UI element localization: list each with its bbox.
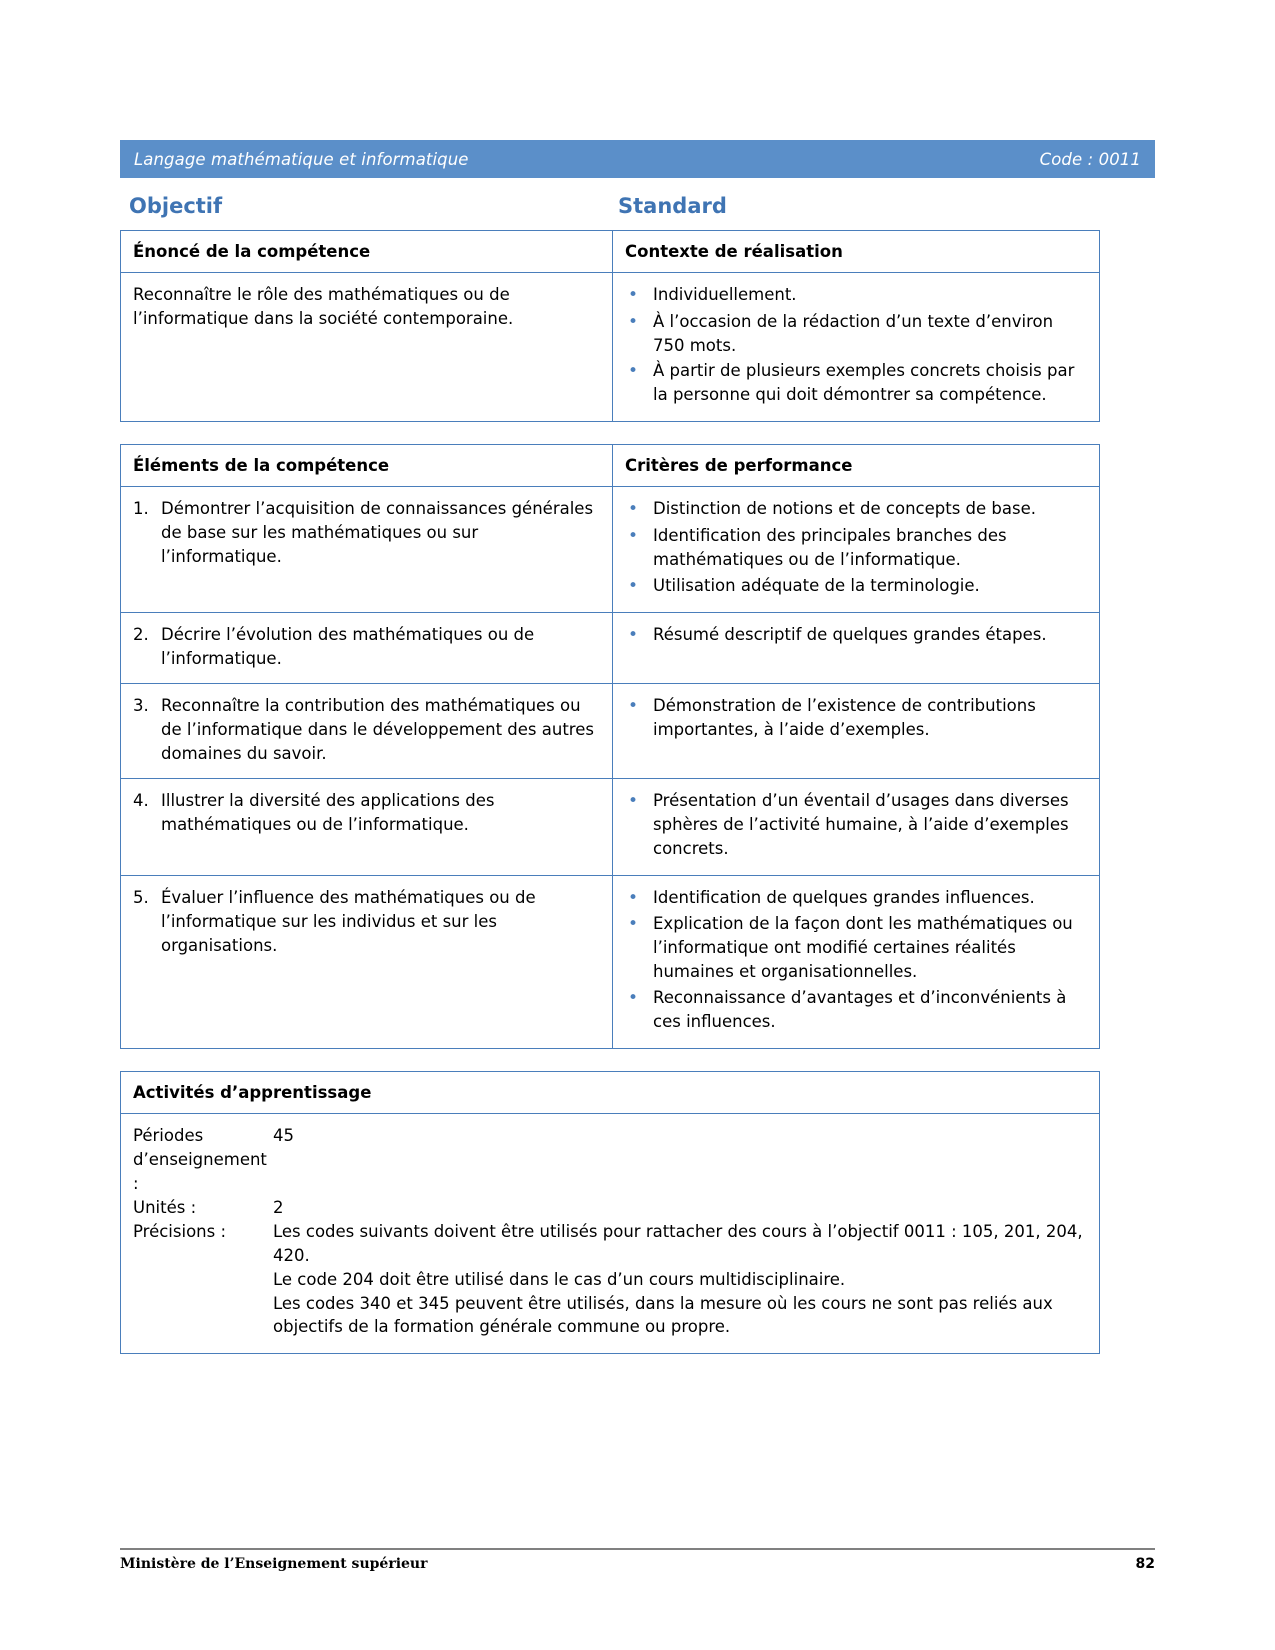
units-value: 2 bbox=[273, 1197, 284, 1217]
list-item bbox=[133, 886, 600, 958]
elements-header: Éléments de la compétence bbox=[121, 445, 613, 486]
criteria-cell bbox=[613, 487, 1099, 612]
list-item-text: Identification des principales branches des mathématiques ou de l’informatique. bbox=[653, 525, 1007, 569]
criteria-cell bbox=[613, 613, 1099, 683]
list-item bbox=[133, 497, 600, 569]
list-item bbox=[625, 283, 1087, 308]
item-number: 2. bbox=[133, 625, 149, 645]
competence-content-row bbox=[121, 272, 1099, 421]
page-header-banner bbox=[120, 140, 1155, 178]
item-text: Illustrer la diversité des applications des mathématiques ou de l’informatique. bbox=[161, 791, 495, 834]
element-numbered-item bbox=[133, 789, 600, 837]
criteria-list bbox=[625, 497, 1087, 598]
element-cell bbox=[121, 684, 613, 778]
bullet-icon: • bbox=[627, 311, 639, 332]
list-item bbox=[625, 310, 1087, 358]
bullet-icon: • bbox=[627, 625, 639, 646]
item-text: Évaluer l’influence des mathématiques ou de l’informatique sur les individus et sur les organisations. bbox=[161, 887, 536, 955]
criteria-cell bbox=[613, 779, 1099, 875]
criteria-list bbox=[625, 886, 1087, 1034]
competence-block bbox=[120, 230, 1100, 422]
criteria-cell bbox=[613, 876, 1099, 1048]
column-heading-standard: Standard bbox=[618, 194, 727, 218]
table-row bbox=[121, 683, 1099, 778]
item-number: 3. bbox=[133, 696, 149, 716]
list-item bbox=[625, 694, 1087, 742]
bullet-icon: • bbox=[627, 361, 639, 382]
precisions-text-2: Le code 204 doit être utilisé dans le cas d’un cours multidisciplinaire. bbox=[273, 1269, 846, 1289]
page-footer bbox=[120, 1548, 1155, 1572]
criteria-header: Critères de performance bbox=[625, 456, 853, 476]
periods-label: Périodes d’enseignement : bbox=[133, 1126, 267, 1193]
list-item-text: À partir de plusieurs exemples concrets choisis par la personne qui doit démontrer sa compétence. bbox=[653, 361, 1075, 405]
table-row bbox=[121, 612, 1099, 683]
bullet-icon: • bbox=[627, 988, 639, 1009]
competence-statement-cell bbox=[121, 273, 613, 421]
list-item bbox=[625, 789, 1087, 861]
list-item-text: Résumé descriptif de quelques grandes étapes. bbox=[653, 625, 1047, 645]
element-numbered-item bbox=[133, 623, 600, 671]
criteria-list bbox=[625, 694, 1087, 742]
precisions-label: Précisions : bbox=[133, 1221, 227, 1241]
column-headings bbox=[120, 194, 1155, 218]
list-item bbox=[625, 524, 1087, 572]
competence-header-row bbox=[121, 231, 1099, 272]
element-numbered-item bbox=[133, 886, 600, 958]
list-item-text: Individuellement. bbox=[653, 285, 797, 304]
criteria-list bbox=[625, 789, 1087, 861]
column-heading-objectif: Objectif bbox=[129, 194, 223, 218]
item-text: Démontrer l’acquisition de connaissances générales de base sur les mathématiques ou sur l’informatique. bbox=[161, 499, 594, 567]
elements-block bbox=[120, 444, 1100, 1049]
bullet-icon: • bbox=[627, 499, 639, 520]
units-label: Unités : bbox=[133, 1197, 197, 1217]
element-cell bbox=[121, 779, 613, 875]
table-row bbox=[121, 778, 1099, 875]
table-row bbox=[121, 875, 1099, 1048]
footer-ministry: Ministère de l’Enseignement supérieur bbox=[120, 1556, 428, 1572]
competence-statement-text: Reconnaître le rôle des mathématiques ou de l’informatique dans la société contemporaine. bbox=[133, 285, 514, 328]
list-item-text: Utilisation adéquate de la terminologie. bbox=[653, 575, 980, 595]
competence-context-cell bbox=[613, 273, 1099, 421]
element-cell bbox=[121, 487, 613, 612]
bullet-icon: • bbox=[627, 525, 639, 546]
list-item-text: Explication de la façon dont les mathématiques ou l’informatique ont modifié certaines réalités humaines et organisationnelles. bbox=[653, 914, 1073, 982]
competence-context-list bbox=[625, 283, 1087, 407]
activities-body bbox=[121, 1114, 1099, 1353]
element-cell bbox=[121, 613, 613, 683]
list-item-text: Démonstration de l’existence de contributions importantes, à l’aide d’exemples. bbox=[653, 696, 1036, 740]
header-code: Code : 0011 bbox=[1039, 149, 1141, 169]
competence-statement-header: Énoncé de la compétence bbox=[121, 231, 613, 272]
item-number: 4. bbox=[133, 791, 149, 811]
bullet-icon: • bbox=[627, 914, 639, 935]
precisions-text-3: Les codes 340 et 345 peuvent être utilisés, dans la mesure où les cours ne sont pas reliés aux objectifs de la formation générale commune ou propre. bbox=[273, 1293, 1053, 1337]
list-item-text: Présentation d’un éventail d’usages dans diverses sphères de l’activité humaine, à l’aide d’exemples concrets. bbox=[653, 791, 1069, 858]
periods-line bbox=[133, 1124, 1087, 1196]
list-item bbox=[625, 574, 1087, 599]
criteria-cell bbox=[613, 684, 1099, 778]
list-item-text: Identification de quelques grandes influences. bbox=[653, 887, 1035, 907]
element-numbered-item bbox=[133, 497, 600, 569]
activities-header: Activités d’apprentissage bbox=[121, 1072, 1099, 1114]
list-item bbox=[625, 359, 1087, 407]
list-item bbox=[625, 886, 1087, 911]
item-text: Décrire l’évolution des mathématiques ou de l’informatique. bbox=[161, 625, 535, 669]
bullet-icon: • bbox=[627, 285, 639, 305]
header-title: Langage mathématique et informatique bbox=[134, 149, 469, 169]
elements-header-row bbox=[121, 445, 1099, 486]
list-item bbox=[625, 497, 1087, 522]
footer-page-number: 82 bbox=[1135, 1556, 1155, 1572]
list-item bbox=[625, 912, 1087, 984]
precisions-text-1: Les codes suivants doivent être utilisés pour rattacher des cours à l’objectif 0011 : 105, 201, 204, 420. bbox=[273, 1221, 1083, 1265]
item-number: 1. bbox=[133, 499, 149, 519]
list-item-text: Distinction de notions et de concepts de base. bbox=[653, 499, 1037, 519]
element-numbered-item bbox=[133, 694, 600, 766]
list-item bbox=[625, 623, 1087, 648]
item-number: 5. bbox=[133, 887, 149, 907]
bullet-icon: • bbox=[627, 791, 639, 812]
list-item bbox=[625, 986, 1087, 1034]
units-line bbox=[133, 1196, 1087, 1220]
list-item-text: Reconnaissance d’avantages et d’inconvénients à ces influences. bbox=[653, 988, 1067, 1032]
element-cell bbox=[121, 876, 613, 1048]
competence-context-header: Contexte de réalisation bbox=[625, 242, 843, 261]
precisions-line bbox=[133, 1220, 1087, 1268]
criteria-list bbox=[625, 623, 1087, 648]
item-text: Reconnaître la contribution des mathématiques ou de l’informatique dans le développement des autres domaines du savoir. bbox=[161, 696, 594, 764]
bullet-icon: • bbox=[627, 696, 639, 717]
list-item bbox=[133, 694, 600, 766]
periods-value: 45 bbox=[273, 1126, 294, 1146]
list-item bbox=[133, 623, 600, 671]
activities-block bbox=[120, 1071, 1100, 1354]
list-item-text: À l’occasion de la rédaction d’un texte d’environ 750 mots. bbox=[653, 311, 1054, 355]
list-item bbox=[133, 789, 600, 837]
bullet-icon: • bbox=[627, 575, 639, 596]
bullet-icon: • bbox=[627, 887, 639, 908]
table-row bbox=[121, 486, 1099, 612]
